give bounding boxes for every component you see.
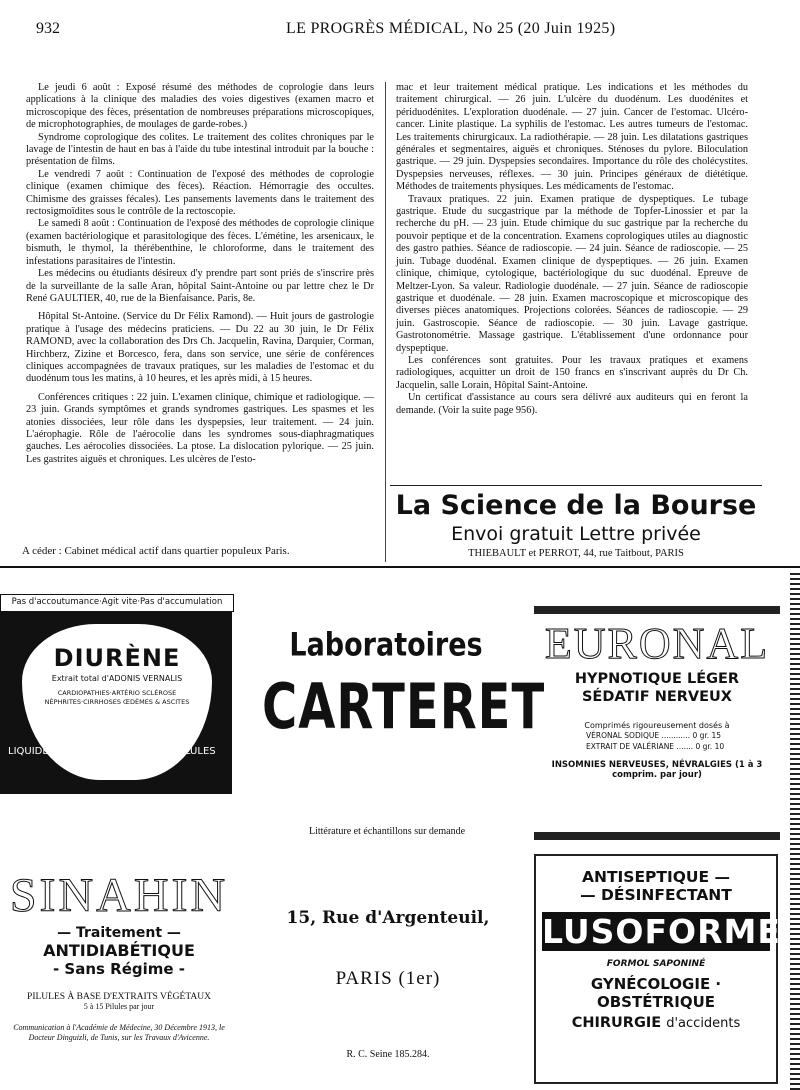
ad-address: THIEBAULT et PERROT, 44, rue Taitbout, PARIS: [468, 548, 684, 559]
product-uses: GYNÉCOLOGIE · OBSTÉTRIQUE: [590, 975, 722, 1011]
product-indication: INSOMNIES NERVEUSES, NÉVRALGIES (1 à 3 comprim. par jour): [551, 760, 763, 780]
product-name: EURONAL: [544, 619, 770, 668]
carteret-ad: [262, 626, 546, 744]
product-line: ANTIDIABÉTIQUE: [43, 941, 195, 960]
product-dose: 5 à 15 Pilules par jour: [83, 1002, 155, 1011]
sinahin-ad: [0, 868, 238, 1043]
paragraph: Les médecins ou étudiants désireux d'y prendre part sont priés de s'inscrire près de la surveillante de la salle Aran, hôpital Saint-Antoine ou par lettre chez le Dr René GAULTIER, 40, rue de la Bienfaisance. Paris, 8e.: [26, 268, 374, 304]
euronal-ad: [534, 606, 780, 840]
uses-main: CHIRURGIE: [571, 1015, 662, 1031]
product-uses: [536, 1015, 776, 1031]
product-line: HYPNOTIQUE LÉGER: [574, 671, 740, 687]
ingredient: VÉRONAL SODIQUE ............ 0 gr. 15: [586, 731, 722, 740]
decorative-border: [790, 570, 800, 1090]
paragraph: Syndrome coprologique des colites. Le traitement des colites chroniques par le lavage de l'intestin de haut en bas à l'aide du tube intestinal introduit par la bouche : présentation de films.: [26, 131, 374, 168]
uses-sub: d'accidents: [666, 1016, 741, 1031]
lab-registration: R. C. Seine 185.284.: [346, 1049, 430, 1060]
literature-note: Littérature et échantillons sur demande: [308, 826, 466, 837]
form-pilules: PILULES: [176, 746, 216, 757]
paragraph: Le jeudi 6 août : Exposé résumé des méthodes de coprologie dans leurs applications à la clinique des maladies des voies digestives (examen macro et microscopique des fèces, présentation de nombreuses préparations microscopiques, de microphotographies, de moulages de garde-robes.): [26, 82, 374, 131]
left-column: [26, 82, 374, 466]
paragraph: Les conférences sont gratuites. Pour les travaux pratiques et examens radiologiques, acquitter un droit de 150 francs en s'inscrivant auprès du Dr Ch. Jacquelin, salle Lorain, Hôpital Saint-Antoine.: [396, 354, 748, 391]
lab-line1: Laboratoires: [289, 626, 483, 665]
paragraph: mac et leur traitement médical pratique. Les indications et les méthodes du traitement chirurgical. — 26 juin. L'ulcère du duodénum. Les duodénites et périduodénites. L'exploration duodénale. — 27 juin. Cancer de l'estomac. Ulcéro-cancer. Linite plastique. La syphilis de l'estomac. Les autres tumeurs de l'estomac. Les traitements chirurgicaux. La radiothérapie. — 28 juin. Les dilatations gastriques générales et segmentaires, aiguës et chroniques. Sténoses du pylore. Biloculation gastrique. — 29 juin. Dyspepsies secondaires. Importance du rôle des cholécystites. Dyspepsies nerveuses, réflexes. — 30 juin. Principes généraux de diététique. Méthodes de traitements physiques. Les médicaments de l'estomac.: [396, 82, 748, 193]
right-column: [396, 82, 748, 417]
lusoforme-ad: [534, 854, 781, 1084]
journal-title: LE PROGRÈS MÉDICAL, No 25 (20 Juin 1925): [286, 20, 616, 37]
product-name: LUSOFORME: [542, 912, 781, 951]
page-number: 932: [36, 20, 60, 37]
paragraph: Le samedi 8 août : Continuation de l'exposé des méthodes de coprologie clinique (examen bactériologique et parasitologique des fèces. L'émétine, les arsenicaux, le bismuth, le thymol, la thérébenthine, le chloroforme, dans le traitement des infestations parasitaires de l'intestin.: [26, 218, 374, 267]
paragraph: Travaux pratiques. 22 juin. Examen pratique de dyspeptiques. Le tubage gastrique. Etude du sucgastrique par la méthode de Topfer-Linossier et par la recherche du pH. — 23 juin. Etude chimique du suc gastrique par la recherche du pouvoir peptique et de la concentration. Examens coprologiques utiles au diagnostic des gastro pathies. Séance de radioscopie. — 24 juin. Séance de radioscopie. — 25 juin. Tubage duodénal. Examen clinique de dyspeptiques. — 26 juin. Examen clinique, chimique, cytologique, bactériologique du suc duodénal. Epreuve de Meltzer-Lyon. Sa valeur. Radiologie duodénale. — 27 juin. Séance de radioscopie gastrique et duodénale. — 28 juin. Examen macroscopique et microscopique des diverses pièces anatomiques. Projections colorées. Séances de radioscopie. — 29 juin. Gastroscopie. Séance de radioscopie. — 30 juin. Lavage gastrique. Gastrotonométrie. Massage gastrique. L'établissement d'une ordonnance pour dyspeptique.: [396, 193, 748, 354]
science-bourse-ad: [390, 485, 762, 564]
ad-tagline: Pas d'accoutumance·Agit vite·Pas d'accumulation: [0, 594, 234, 612]
product-form: PILULES À BASE D'EXTRAITS VÉGÉTAUX: [27, 992, 211, 1002]
product-line: - Sans Régime -: [52, 960, 186, 978]
section-divider: [0, 566, 800, 568]
ad-title: La Science de la Bourse: [395, 490, 757, 521]
classified-notice: A céder : Cabinet médical actif dans quartier populeux Paris.: [22, 545, 290, 557]
product-dosage: Comprimés rigoureusement dosés à: [584, 721, 730, 730]
product-indications: CARDIOPATHIES·ARTÉRIO SCLÉROSE NÉPHRITES·CIRRHOSES ŒDÈMES & ASCITES: [44, 689, 190, 706]
paragraph: Un certificat d'assistance au cours sera délivré aux auditeurs qui en feront la demande. (Voir la suite page 956).: [396, 392, 748, 416]
product-line: ANTISEPTIQUE —: [581, 868, 730, 886]
product-sub: Extrait total d'ADONIS VERNALIS: [51, 674, 183, 683]
ad-subtitle: Envoi gratuit Lettre privée: [451, 523, 701, 545]
page-header: [24, 20, 780, 40]
lab-city: PARIS (1er): [335, 968, 441, 989]
column-divider: [385, 82, 386, 562]
form-liquide: LIQUIDE: [8, 746, 49, 757]
product-note: Communication à l'Académie de Médecine, 30 Décembre 1913, le Docteur Dinguizli, de Tunis, sur les Travaux d'Avicenne.: [13, 1023, 225, 1042]
diurene-ad: [0, 597, 232, 794]
lab-street: 15, Rue d'Argenteuil,: [286, 908, 490, 928]
paragraph: Conférences critiques : 22 juin. L'examen clinique, chimique et radiologique. — 23 juin. Grands symptômes et grands syndromes gastriques. Les spasmes et les atonies dissociées, leur rôle dans les dyspepsies, leur traitement. — 24 juin. L'aérophagie. Rôle de l'aérocolie dans les syndromes sous-diaphragmatiques gauches. Les aérocolies dissociées. La ptose. La dislocation pylorique. — 25 juin. Les gastrites aiguës et chroniques. Les ulcères de l'esto-: [26, 391, 374, 465]
product-name: SINAHIN: [9, 869, 229, 922]
ingredient: EXTRAIT DE VALÉRIANE ....... 0 gr. 10: [586, 742, 725, 751]
lab-line2: CARTERET: [262, 670, 546, 744]
product-line: — DÉSINFECTANT: [580, 886, 732, 904]
paragraph: Hôpital St-Antoine. (Service du Dr Félix Ramond). — Huit jours de gastrologie pratique à l'usage des médecins praticiens. — Du 22 au 30 juin, le Dr Félix RAMOND, avec la collaboration des Drs Ch. Jacquelin, Ravina, Darquier, Corman, Hirchberz, Zizine et Borcesco, fera, dans son service, une série de conférences cliniques accompagnées de travaux pratiques, sur les maladies de l'estomac et du duodénum tous les matins, à 10 heures, et les après midi, à 15 heures.: [26, 311, 374, 385]
product-formula: FORMOL SAPONINÉ: [606, 959, 706, 969]
product-name: DIURÈNE: [53, 644, 181, 672]
product-line: — Traitement —: [57, 925, 181, 941]
paragraph: Le vendredi 7 août : Continuation de l'exposé des méthodes de coprologie clinique (examen chimique des fèces). Réaction. Hémorragie des occultes. Chimisme des graisses fécales). Les pansements lavements dans le traitement des rectosigmoïdites sous le contrôle de la rectoscopie.: [26, 168, 374, 218]
product-line: SÉDATIF NERVEUX: [581, 689, 732, 705]
